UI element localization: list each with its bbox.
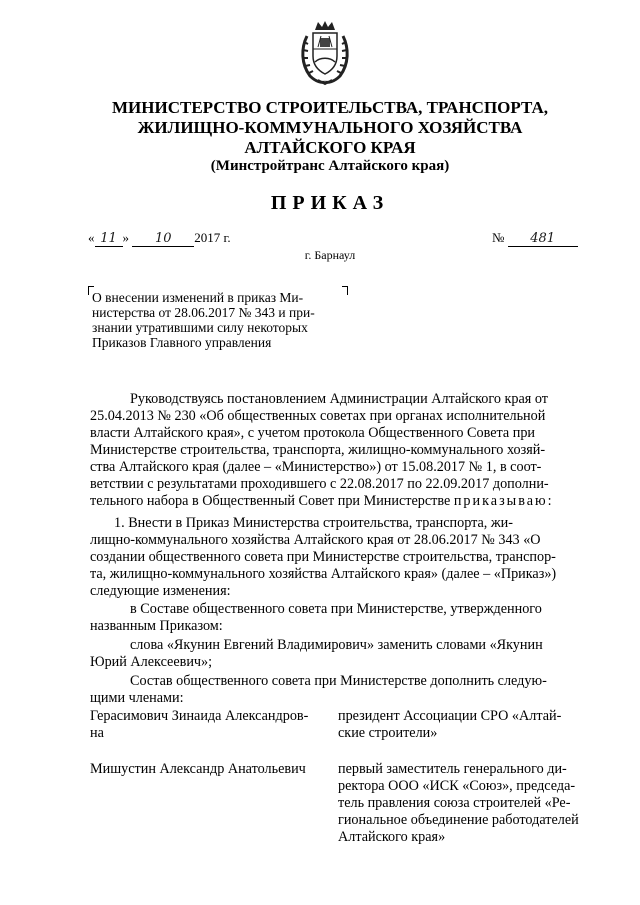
order-keyword: приказываю xyxy=(453,493,548,509)
member-role-line: президент Ассоциации СРО «Алтай- xyxy=(338,708,562,724)
body-line: Руководствуясь постановлением Администрации Алтайского края от xyxy=(130,391,548,407)
subject-line: знании утратившими силу некоторых xyxy=(92,320,308,335)
body-line: в Составе общественного совета при Министерстве, утвержденного xyxy=(130,601,542,617)
body-line: власти Алтайского края», с учетом протокола Общественного Совета при xyxy=(90,425,536,441)
body-line-text: тельного набора в Общественный Совет при Министерстве xyxy=(90,493,454,509)
member-role-line: Алтайского края» xyxy=(338,829,446,845)
member-role-line: первый заместитель генерального ди- xyxy=(338,761,567,777)
replace-words-paragraph xyxy=(90,637,592,671)
body-line: та, жилищно-коммунального хозяйства Алтайского края» (далее – «Приказ») xyxy=(90,566,557,582)
coat-of-arms-emblem-icon xyxy=(298,20,352,86)
member-role-line: тель правления союза строителей «Ре- xyxy=(338,795,571,811)
body-line xyxy=(90,493,592,510)
member-role-line: ские строители» xyxy=(338,725,438,741)
date-year: 2017 г. xyxy=(194,230,231,245)
body-line-colon: : xyxy=(547,493,552,509)
body-line: 25.04.2013 № 230 «Об общественных советах при органах исполнительной xyxy=(90,408,546,424)
subject-line: О внесении изменений в приказ Ми- xyxy=(92,290,304,305)
member-role-line: ректора ООО «ИСК «Союз», председа- xyxy=(338,778,576,794)
amendment-intro-paragraph xyxy=(90,601,592,635)
number-prefix: № xyxy=(492,230,505,245)
date-open-quote: « xyxy=(88,230,95,245)
body-line: Состав общественного совета при Министерстве дополнить следую- xyxy=(130,673,547,689)
item-1-paragraph xyxy=(90,515,592,600)
ministry-title xyxy=(0,98,640,158)
body-line: следующие изменения: xyxy=(90,583,231,599)
preamble-paragraph xyxy=(90,391,592,510)
body-line: ветствии с результатами проходившего с 22.08.2017 по 22.09.2017 дополни- xyxy=(90,476,549,492)
body-line: 1. Внести в Приказ Министерства строительства, транспорта, жи- xyxy=(114,515,513,531)
date-close-quote: » xyxy=(122,230,129,245)
order-subject xyxy=(92,290,350,350)
ministry-title-line: АЛТАЙСКОГО КРАЯ xyxy=(244,138,416,157)
date-day: 11 xyxy=(95,231,123,247)
member-name-line: Мишустин Александр Анатольевич xyxy=(90,761,306,777)
add-members-paragraph xyxy=(90,673,592,707)
body-line: лищно-коммунального хозяйства Алтайского края от 28.06.2017 № 343 «О xyxy=(90,532,541,548)
order-date xyxy=(88,230,231,247)
body-line: названным Приказом: xyxy=(90,618,223,634)
subject-line: нистерства от 28.06.2017 № 343 и при- xyxy=(92,305,315,320)
ministry-title-line: ЖИЛИЩНО-КОММУНАЛЬНОГО ХОЗЯЙСТВА xyxy=(137,118,523,137)
member-name xyxy=(90,708,308,742)
ministry-short-name: (Минстройтранс Алтайского края) xyxy=(210,158,450,174)
body-line: Юрий Алексеевич»; xyxy=(90,654,213,670)
member-role xyxy=(338,761,592,846)
body-line: ства Алтайского края (далее – «Министерство») от 15.08.2017 № 1, в соот- xyxy=(90,459,542,475)
body-line: Министерстве строительства, транспорта, жилищно-коммунального хозяй- xyxy=(90,442,546,458)
ministry-title-line: МИНИСТЕРСТВО СТРОИТЕЛЬСТВА, ТРАНСПОРТА, xyxy=(111,98,548,117)
body-line: создании общественного совета при Министерстве строительства, транспор- xyxy=(90,549,556,565)
subject-line: Приказов Главного управления xyxy=(92,335,272,350)
order-number xyxy=(492,230,578,247)
number-value: 481 xyxy=(508,231,578,247)
member-role-line: гиональное объединение работодателей xyxy=(338,812,579,828)
member-name-line: на xyxy=(90,725,104,741)
date-month: 10 xyxy=(132,231,194,247)
member-name xyxy=(90,761,306,778)
member-name-line: Герасимович Зинаида Александров- xyxy=(90,708,309,724)
city-name: г. Барнаул xyxy=(304,248,356,262)
body-line: слова «Якунин Евгений Владимирович» заменить словами «Якунин xyxy=(130,637,543,653)
member-role xyxy=(338,708,592,742)
body-line: щими членами: xyxy=(90,690,184,706)
document-type-heading: ПРИКАЗ xyxy=(270,192,390,214)
